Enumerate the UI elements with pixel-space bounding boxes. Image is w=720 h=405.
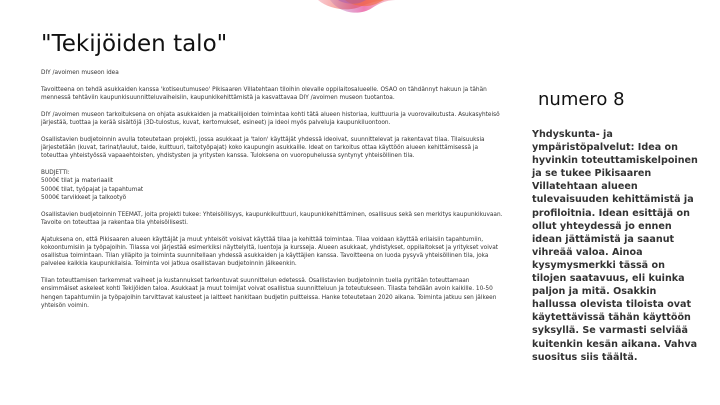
- side-number-heading: numero 8: [538, 89, 625, 110]
- paragraph: Ajatuksena on, että Pikisaaren alueen käyttäjät ja muut yhteisöt voisivat käyttää tilaa ja kehittää toimintaa. Tilaa voidaan käyttää erilaisiin tapahtumiin, kokoontumisiin ja työpajoihin. Tilassa voi järjestää esimerkiksi näyttelyitä, luentoja ja kursseja. Alueen asukkaat, yhdistykset, oppilaitokset ja yritykset voivat osallistua toimintaan. Tilan ylläpito ja toiminta suunnitellaan yhdessä asukkaiden ja käyttäjien kanssa. Tavoitteena on luoda pysyvä yhteisöllinen tila, joka palvelee kaikkia kaupunkilaisia. Toiminta voi jatkua osallistavan budjetoinnin jälkeenkin.: [41, 236, 499, 268]
- logo-decoration: [0, 0, 720, 30]
- paragraph: Osallistavien budjetoinnin TEEMAT, joita projekti tukee: Yhteisöllisyys, kaupunkikulttuuri, kaupunkikehittäminen, osallisuus sekä sen merkitys kaupunkikuvaan. Tavoite on toteuttaa ja rakentaa tila yhteisöllisesti.: [41, 211, 503, 226]
- paragraph: Tavoitteena on tehdä asukkaiden kanssa 'kotiseutumuseo' Pikisaaren Villatehtaan tiloihin olevalle oppilaitosalueelle. OSAO on tähdännyt hakuun ja tähän mennessä tehtäviin kaupunkisuunnitteluvaiheisiin, kaupunkikehittämistä ja kasvattavaa DIY /avoimen museon tuotantoa.: [41, 86, 487, 101]
- side-evaluation-text: Yhdyskunta- ja ympäristöpalvelut: Idea on hyvinkin toteuttamiskelpoinen ja se tukee Pikisaaren Villatehtaan alueen tulevaisuuden kehittämistä ja profiloitnia. Idean esittäjä on ollut yhteydessä jo ennen idean jättämistä ja saanut vihreää valoa. Ainoa kysymysmerkki tässä on tilojen saatavuus, eli kuinka paljon ja mitä. Osakkin hallussa olevista tiloista ovat käytettävissä tähän käyttöön syksyllä. Se varmasti selviää kuitenkin kesän aikana. Vahva suositus siis täältä.: [532, 129, 698, 363]
- paragraph: DIY /avoimen museon idea: [41, 70, 119, 76]
- budget-paragraph: BUDJETTI: 5000€ tilat ja materiaalit 5000€ tilat, työpajat ja tapahtumat 5000€ tarvikkeet ja talkootyö: [41, 169, 144, 201]
- page-title: "Tekijöiden talo": [41, 31, 228, 57]
- logo-swoosh: [318, 0, 398, 13]
- paragraph: Tilan toteuttamisen tarkemmat vaiheet ja kustannukset tarkentuvat suunnittelun edetessä. Osallistavien budjetoinnin tuella pyritään toteuttamaan ensimmäiset askeleet kohti Tekijöiden taloa. Asukkaat ja muut toimijat voivat osallistua suunnitteluun ja toteutukseen. Tilasta tehdään avoin kaikille. 10-50 hengen tapahtumiin ja työpajoihin tarvittavat kalusteet ja laitteet hankitaan budjetin puitteissa. Hanke toteutetaan 2020 aikana. Toiminta jatkuu sen jälkeen yhteisön voimin.: [41, 278, 497, 309]
- body-text: [41, 69, 504, 310]
- paragraph: DIY /avoimen museon tarkoituksena on ohjata asukkaiden ja matkailijoiden toimintaa kohti tätä alueen historiaa, kulttuuria ja vuorovaikutusta. Asukasyhteisö järjestää, tuottaa ja kerää sisältöjä (3D-tulostus, kuvat, kertomukset, esineet) ja ideoi myös palveluja kaupunkiluontoon.: [41, 111, 500, 126]
- paragraph: Osallistavien budjetoinnin avulla toteutetaan projekti, jossa asukkaat ja 'talon' käyttäjät yhdessä ideoivat, suunnittelevat ja rakentavat tilaa. Tilaisuuksia järjestetään (kuvat, tarinat/laulut, taide, kulttuuri, taitotyöpajat) koko kaupungin asukkaille. Ideat on tarkoitus ottaa käyttöön alueen kehittämisessä ja toteuttaa yhteistyössä vapaaehtoisten, yhdistysten ja yritysten kanssa. Tuloksena on vuoropuhelussa syntynyt yhteisöllinen tila.: [41, 136, 485, 160]
